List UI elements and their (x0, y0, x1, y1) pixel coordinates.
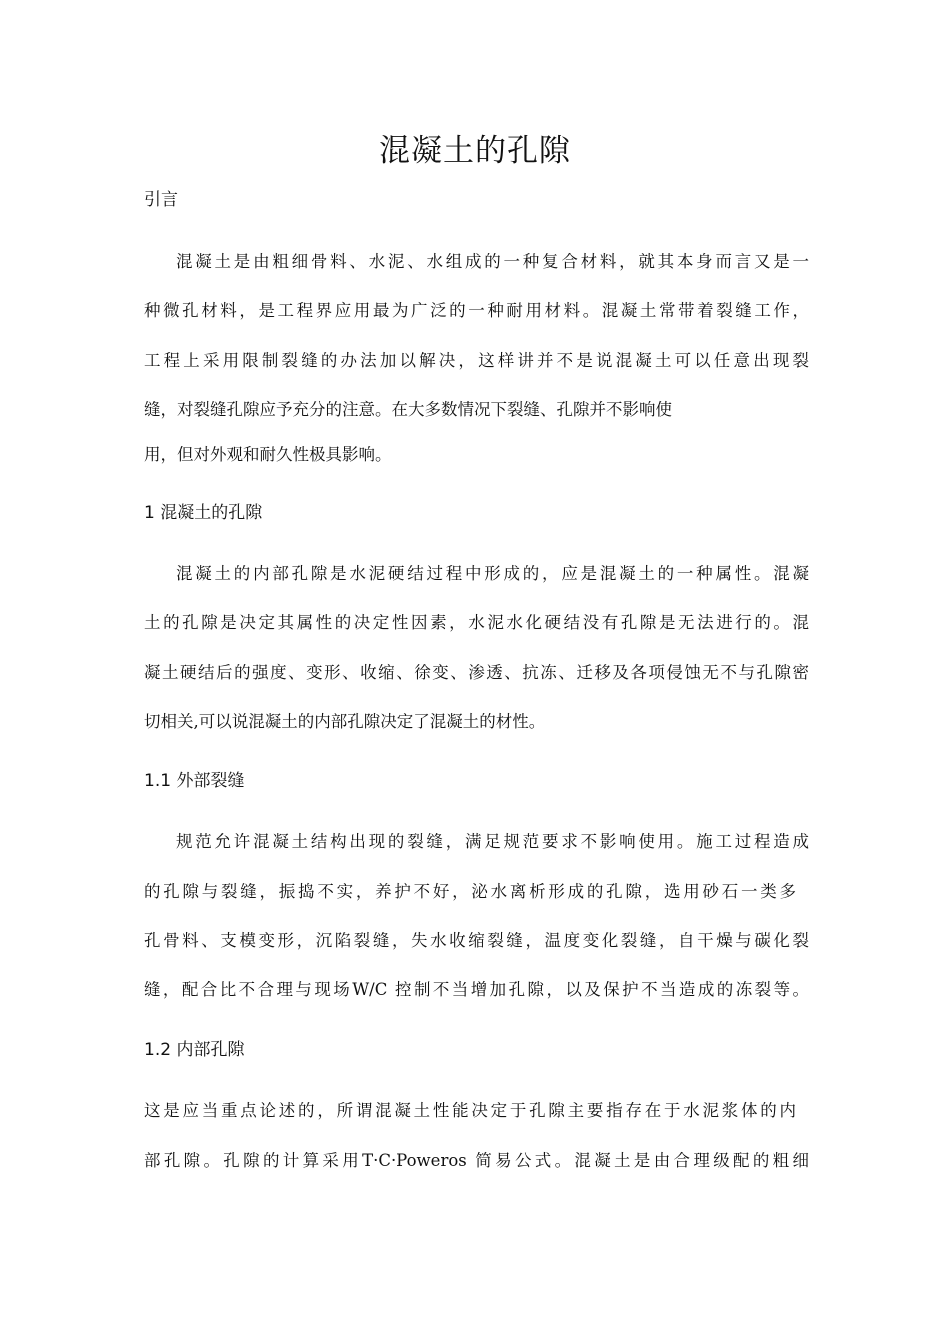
paragraph-line: 缝，对裂缝孔隙应予充分的注意。在大多数情况下裂缝、孔隙并不影响使 (144, 400, 672, 419)
paragraph-line: 混凝土是由粗细骨料、水泥、水组成的一种复合材料，就其本身而言又是一 (176, 252, 809, 271)
paragraph-line: 混凝土的内部孔隙是水泥硬结过程中形成的，应是混凝土的一种属性。混凝 (176, 564, 809, 583)
section-heading-1: 1 混凝土的孔隙 (144, 503, 263, 523)
paragraph-line: 部孔隙。孔隙的计算采用T·C·Poweros 简易公式。混凝土是由合理级配的粗细 (144, 1151, 809, 1170)
paragraph-line: 缝，配合比不合理与现场W/C 控制不当增加孔隙，以及保护不当造成的冻裂等。 (144, 980, 809, 999)
paragraph-line: 用，但对外观和耐久性极具影响。 (144, 445, 392, 464)
paragraph-line: 工程上采用限制裂缝的办法加以解决，这样讲并不是说混凝土可以任意出现裂 (144, 351, 809, 370)
section-heading-1-1: 1.1 外部裂缝 (144, 771, 245, 791)
paragraph-line: 凝土硬结后的强度、变形、收缩、徐变、渗透、抗冻、迁移及各项侵蚀无不与孔隙密 (144, 663, 809, 682)
paragraph-line: 孔骨料、支模变形，沉陷裂缝，失水收缩裂缝，温度变化裂缝，自干燥与碳化裂 (144, 931, 809, 950)
document-title: 混凝土的孔隙 (379, 133, 571, 169)
paragraph-line: 切相关,可以说混凝土的内部孔隙决定了混凝土的材性。 (144, 712, 546, 731)
paragraph-line: 规范允许混凝土结构出现的裂缝，满足规范要求不影响使用。施工过程造成 (176, 832, 809, 851)
paragraph-line: 的孔隙与裂缝，振捣不实，养护不好，泌水离析形成的孔隙，选用砂石一类多 (144, 882, 796, 901)
paragraph-line: 土的孔隙是决定其属性的决定性因素，水泥水化硬结没有孔隙是无法进行的。混 (144, 613, 809, 632)
paragraph-line: 种微孔材料，是工程界应用最为广泛的一种耐用材料。混凝土常带着裂缝工作， (144, 301, 809, 320)
section-heading-intro: 引言 (144, 190, 178, 210)
section-heading-1-2: 1.2 内部孔隙 (144, 1040, 245, 1060)
paragraph-line: 这是应当重点论述的，所谓混凝土性能决定于孔隙主要指存在于水泥浆体的内 (144, 1101, 796, 1120)
